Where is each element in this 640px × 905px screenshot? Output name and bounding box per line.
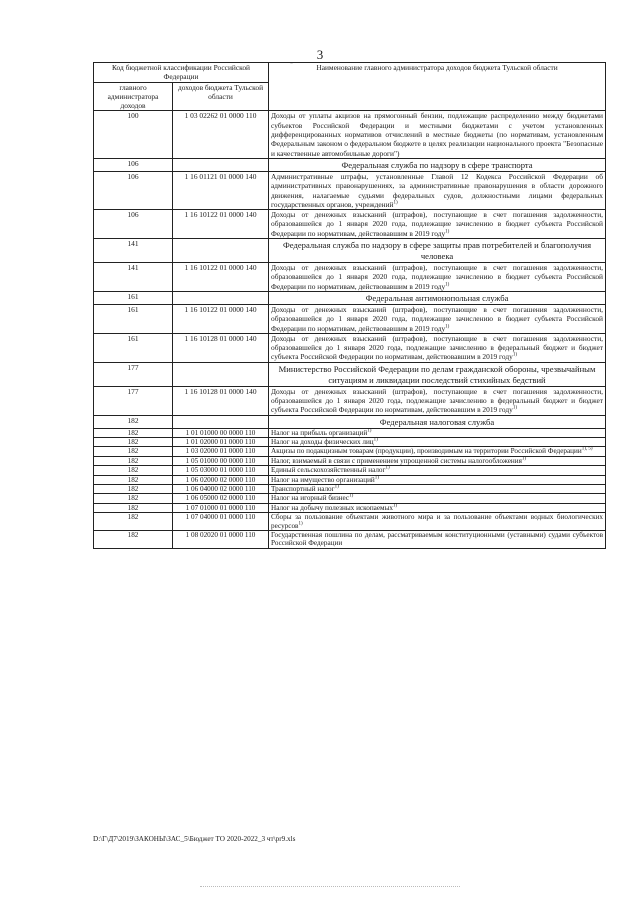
admin-code-cell: 106 (94, 158, 173, 171)
admin-column-header: главного администратора доходов (94, 82, 173, 111)
admin-code-cell: 161 (94, 333, 173, 362)
admin-code-cell: 182 (94, 447, 173, 456)
footnote-marker: 1) (373, 437, 378, 443)
income-name-text: Налог на добычу полезных ископаемых (271, 503, 394, 512)
income-code-cell: 1 16 10128 01 0000 140 (173, 333, 269, 362)
income-code-cell: 1 05 01000 00 0000 110 (173, 456, 269, 465)
agency-row (94, 362, 606, 386)
income-name-text: Министерство Российской Федерации по делам гражданской обороны, чрезвычайным ситуациям и ликвидации последствий стихийных бедствий (278, 363, 596, 385)
admin-code-cell: 182 (94, 531, 173, 549)
table-row (94, 210, 606, 239)
table-row (94, 438, 606, 447)
income-name-text: Доходы от денежных взысканий (штрафов), поступающие в счет погашения задолженности, образовавшейся до 1 января 2020 года, подлежащие зачислению в бюджет субъекта Российской Федерации по нормативам, действовавшим в 2019 году (271, 210, 604, 238)
table-row (94, 263, 606, 292)
income-name-text: Административные штрафы, установленные Главой 12 Кодекса Российской Федерации об административных правонарушениях, за административные правонарушения в области дорожного движения, налагаемые судьями федеральных судов, должностными лицами федеральных государственных органов, учреждений (271, 171, 604, 209)
agency-name-cell (269, 362, 606, 386)
income-name-cell (269, 438, 606, 447)
table-row (94, 531, 606, 549)
income-code-cell: 1 06 02000 02 0000 110 (173, 475, 269, 484)
admin-code-cell: 106 (94, 210, 173, 239)
admin-code-cell: 182 (94, 494, 173, 503)
income-name-text: Акцизы по подакцизным товарам (продукции), производимым на территории Российской Федерации (271, 447, 582, 456)
income-code-cell: 1 16 10122 01 0000 140 (173, 304, 269, 333)
footnote-marker: 1) (512, 405, 518, 411)
income-code-cell: 1 08 02020 01 0000 110 (173, 531, 269, 549)
income-name-cell (269, 333, 606, 362)
agency-row (94, 239, 606, 263)
admin-code-cell: 106 (94, 171, 173, 209)
income-code-cell: 1 16 01121 01 0000 140 (173, 171, 269, 209)
footnote-marker: 1) (367, 428, 372, 434)
admin-code-cell: 161 (94, 304, 173, 333)
income-name-cell (269, 503, 606, 512)
footnote-marker: 1) (385, 465, 390, 471)
income-code-cell: 1 01 01000 00 0000 110 (173, 428, 269, 437)
table-row (94, 447, 606, 456)
income-code-cell: 1 06 04000 02 0000 110 (173, 485, 269, 494)
table-header-row (94, 63, 606, 83)
income-name-text: Единый сельскохозяйственный налог (271, 466, 386, 475)
footnote-marker: 1) (298, 521, 303, 527)
admin-code-cell: 100 (94, 111, 173, 158)
name-column-header: Наименование главного администратора доходов бюджета Тульской области (269, 63, 606, 111)
agency-row (94, 158, 606, 171)
agency-row (94, 291, 606, 304)
income-name-cell (269, 304, 606, 333)
income-code-cell (173, 415, 269, 428)
income-name-cell (269, 210, 606, 239)
table-row (94, 386, 606, 415)
table-row (94, 456, 606, 465)
income-code-cell: 1 07 01000 01 0000 110 (173, 503, 269, 512)
admin-code-cell: 182 (94, 415, 173, 428)
income-name-text: Федеральная налоговая служба (379, 416, 495, 427)
income-name-text: Федеральная антимонопольная служба (365, 292, 509, 303)
income-name-text: Сборы за пользование объектами животного мира и за пользование объектами водных биологических ресурсов (271, 513, 604, 530)
income-code-cell (173, 158, 269, 171)
admin-code-cell: 182 (94, 438, 173, 447)
income-code-cell: 1 16 10122 01 0000 140 (173, 210, 269, 239)
income-name-text: Налог на игорный бизнес (271, 494, 350, 503)
income-name-text: Доходы от денежных взысканий (штрафов), поступающие в счет погашения задолженности, образовавшейся до 1 января 2020 года, подлежащие зачислению в бюджет субъекта Российской Федерации по нормативам, действовавшим в 2019 году (271, 263, 604, 291)
admin-code-cell: 177 (94, 386, 173, 415)
admin-code-cell: 161 (94, 291, 173, 304)
scan-edge-line (200, 886, 460, 887)
income-name-cell (269, 485, 606, 494)
footnote-marker: 1) (445, 324, 450, 330)
income-code-cell: 1 01 02000 01 0000 110 (173, 438, 269, 447)
income-name-text: Налог на прибыль организаций (271, 428, 368, 437)
income-name-text: Федеральная служба по надзору в сфере защиты прав потребителей и благополучия человека (283, 240, 592, 262)
income-code-cell: 1 03 02000 01 0000 110 (173, 447, 269, 456)
income-name-text: Налог на имущество организаций (271, 475, 375, 484)
table-row (94, 494, 606, 503)
income-name-cell (269, 466, 606, 475)
page-number: 3 (316, 47, 324, 62)
income-name-cell (269, 494, 606, 503)
agency-name-cell (269, 415, 606, 428)
income-code-cell: 1 03 02262 01 0000 110 (173, 111, 269, 158)
income-name-text: Транспортный налог (271, 485, 335, 494)
income-name-text: Доходы от денежных взысканий (штрафов), поступающие в счет погашения задолженности, образовавшейся до 1 января 2020 года, подлежащие зачислению в бюджет субъекта Российской Федерации по нормативам, действовавшим в 2019 году (271, 304, 604, 333)
income-name-cell (269, 475, 606, 484)
income-code-cell (173, 362, 269, 386)
table-body (94, 111, 606, 548)
admin-code-cell: 182 (94, 513, 173, 531)
admin-code-cell: 182 (94, 456, 173, 465)
admin-code-cell: 177 (94, 362, 173, 386)
footnote-marker: 1) (445, 282, 450, 288)
table-row (94, 503, 606, 512)
income-code-cell: 1 05 03000 01 0000 110 (173, 466, 269, 475)
table-row (94, 171, 606, 209)
table-row (94, 333, 606, 362)
income-code-cell: 1 16 10128 01 0000 140 (173, 386, 269, 415)
income-name-cell (269, 531, 606, 549)
table-row (94, 304, 606, 333)
footnote-marker: 1) (512, 352, 518, 358)
income-code-cell (173, 291, 269, 304)
code-group-header: Код бюджетной классификации Российской Федерации (94, 63, 269, 83)
admin-code-cell: 182 (94, 475, 173, 484)
income-name-cell (269, 428, 606, 437)
footnote-marker: 1) (393, 503, 398, 509)
footnote-marker: 1) (521, 456, 527, 462)
income-name-cell (269, 386, 606, 415)
admin-code-cell: 182 (94, 503, 173, 512)
table-row (94, 475, 606, 484)
income-name-text: Налог, взимаемый в связи с применением упрощенной системы налогообложения (271, 456, 522, 465)
file-path-footer: D:\Г\Д7\2019\ЗАКОНЫ\ЗАС_5\Бюджет ТО 2020-2022_3 чт\pr9.xls (93, 835, 296, 843)
income-name-cell (269, 111, 606, 158)
income-name-text: Доходы от денежных взысканий (штрафов), поступающие в счет погашения задолженности, образовавшейся до 1 января 2020 года, подлежащие зачислению в федеральный бюджет и бюджет субъекта Российской Федерации по нормативам, действовавшим в 2019 году (271, 386, 604, 415)
income-name-text: Федеральная служба по надзору в сфере транспорта (341, 159, 533, 170)
income-name-cell (269, 513, 606, 531)
income-name-cell (269, 171, 606, 209)
footnote-marker: 1) (393, 200, 398, 206)
table-row (94, 513, 606, 531)
table-row (94, 111, 606, 158)
income-name-cell (269, 447, 606, 456)
income-code-cell (173, 239, 269, 263)
income-code-cell: 1 06 05000 02 0000 110 (173, 494, 269, 503)
table-row (94, 428, 606, 437)
table-row (94, 466, 606, 475)
agency-name-cell (269, 158, 606, 171)
income-name-text: Доходы от денежных взысканий (штрафов), поступающие в счет погашения задолженности, образовавшейся до 1 января 2020 года, подлежащие зачислению в федеральный бюджет и бюджет субъекта Российской Федерации по нормативам, действовавшим в 2019 году (271, 333, 604, 362)
admin-code-cell: 182 (94, 485, 173, 494)
income-code-cell: 1 16 10122 01 0000 140 (173, 263, 269, 292)
income-name-text: Налог на доходы физических лиц (271, 438, 374, 447)
agency-name-cell (269, 239, 606, 263)
admin-code-cell: 182 (94, 428, 173, 437)
admin-code-cell: 141 (94, 263, 173, 292)
budget-classification-table (93, 62, 606, 549)
page-number-underline: - (290, 57, 293, 67)
footnote-marker: 1) (445, 229, 450, 235)
income-name-text: Государственная пошлина по делам, рассматриваемым конституционными (уставными) судами субъектов Российской Федерации (271, 531, 604, 548)
admin-code-cell: 182 (94, 466, 173, 475)
income-name-cell (269, 456, 606, 465)
income-name-cell (269, 263, 606, 292)
income-name-text: Доходы от уплаты акцизов на прямогонный бензин, подлежащие распределению между бюджетами субъектов Российской Федерации и местными бюджетами с учетом установленных дифференцированных нормативов отчислений в местные бюджеты (по нормативам, установленным Федеральным законом о федеральном бюджете в целях реализации национального проекта "Безопасные и качественные автомобильные дороги") (271, 111, 604, 158)
table-row (94, 485, 606, 494)
footnote-marker: 1) (349, 494, 354, 500)
footnote-marker: 1) (374, 475, 379, 481)
agency-name-cell (269, 291, 606, 304)
agency-row (94, 415, 606, 428)
income-column-header: доходов бюджета Тульской области (173, 82, 269, 111)
admin-code-cell: 141 (94, 239, 173, 263)
footnote-marker: 1) (334, 484, 339, 490)
income-code-cell: 1 07 04000 01 0000 110 (173, 513, 269, 531)
footnote-marker: 1), 5) (581, 447, 593, 453)
